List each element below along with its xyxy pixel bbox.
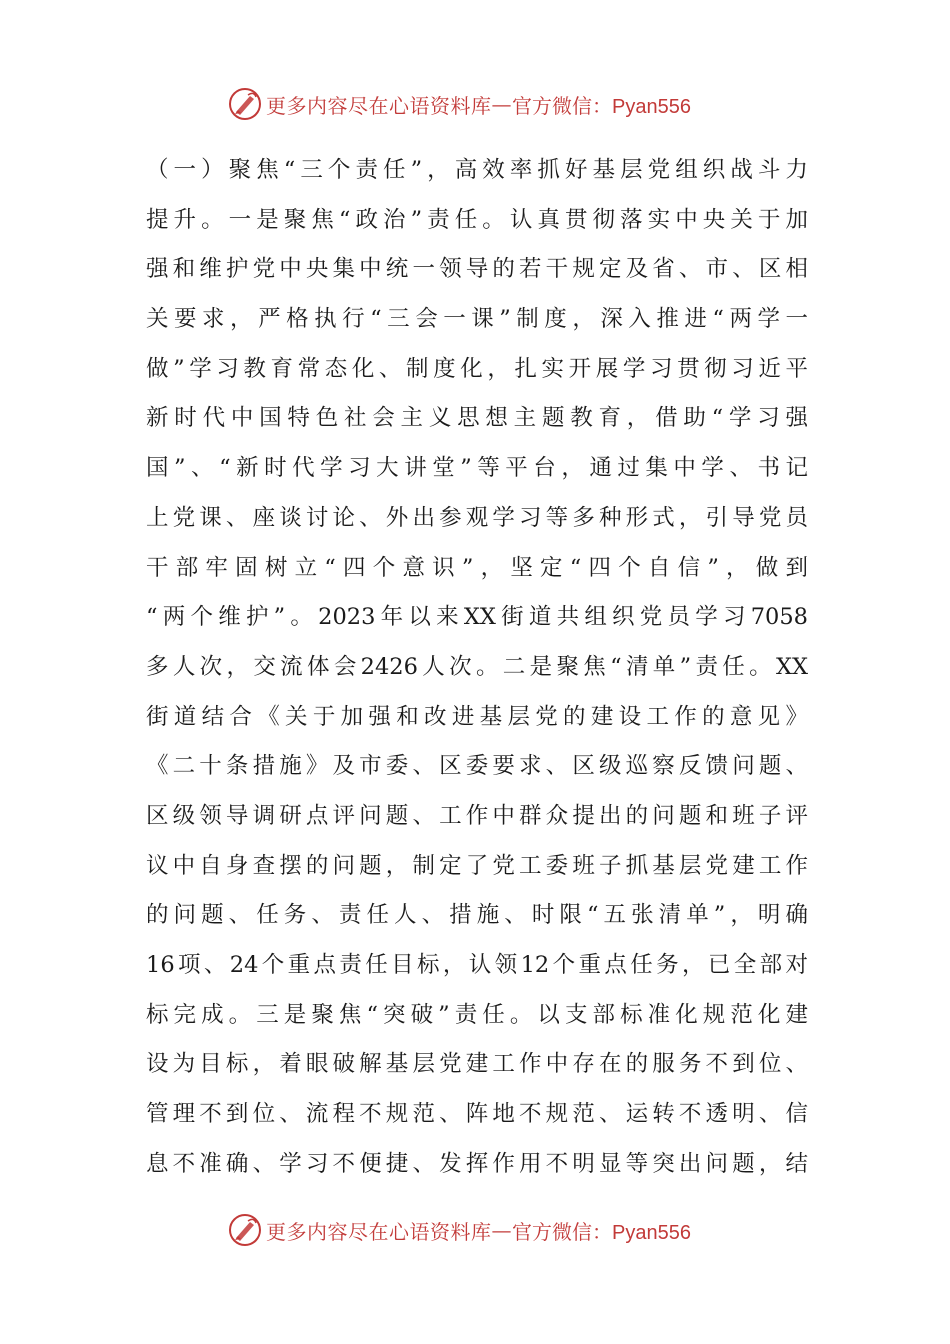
banner-separator: — <box>491 92 512 116</box>
body-line: 强和维护党中央集中统一领导的若干规定及省、市、区相 <box>146 256 808 283</box>
body-line: 标完成。三是聚焦“突破”责任。以支部标准化规范化建 <box>146 1001 808 1028</box>
header-banner <box>228 84 748 124</box>
body-line: 16项、24个重点责任目标，认领12个重点任务，已全部对 <box>146 952 808 978</box>
body-line: 干部牢固树立“四个意识”，坚定“四个自信”，做到 <box>146 554 808 581</box>
body-line: 关要求，严格执行“三会一课”制度，深入推进“两学一 <box>146 306 808 333</box>
body-line: （一）聚焦“三个责任”，高效率抓好基层党组织战斗力 <box>146 157 808 183</box>
body-line: 上党课、座谈讨论、外出参观学习等多种形式，引导党员 <box>146 504 808 531</box>
body-line: 国”、“新时代学习大讲堂”等平台，通过集中学、书记 <box>146 455 808 482</box>
body-line: 议中自身查摆的问题，制定了党工委班子抓基层党建工作 <box>146 852 808 879</box>
body-line: 《二十条措施》及市委、区委要求、区级巡察反馈问题、 <box>146 753 808 780</box>
body-line: 管理不到位、流程不规范、阵地不规范、运转不透明、信 <box>146 1101 808 1128</box>
banner-title: 更多内容尽在心语资料库 <box>266 1219 492 1244</box>
banner-wechat: 官方微信：Pyan556 <box>512 1221 691 1244</box>
body-line: 设为目标，着眼破解基层党建工作中存在的服务不到位、 <box>146 1051 808 1078</box>
footer-banner <box>228 1210 748 1250</box>
pen-logo-icon <box>228 87 262 121</box>
banner-title: 更多内容尽在心语资料库 <box>266 93 492 118</box>
body-line: 息不准确、学习不便捷、发挥作用不明显等突出问题，结 <box>146 1150 808 1177</box>
body-line: 区级领导调研点评问题、工作中群众提出的问题和班子评 <box>146 802 808 829</box>
body-line: “两个维护”。2023年以来XX街道共组织党员学习7058 <box>146 604 808 631</box>
body-line: 提升。一是聚焦“政治”责任。认真贯彻落实中央关于加 <box>146 206 808 233</box>
body-line: 做”学习教育常态化、制度化，扎实开展学习贯彻习近平 <box>146 355 808 382</box>
document-body <box>146 146 808 1189</box>
body-line: 多人次，交流体会2426人次。二是聚焦“清单”责任。XX <box>146 653 808 680</box>
body-line: 街道结合《关于加强和改进基层党的建设工作的意见》 <box>146 703 808 730</box>
body-line: 新时代中国特色社会主义思想主题教育，借助“学习强 <box>146 405 808 432</box>
banner-wechat: 官方微信：Pyan556 <box>512 95 691 118</box>
banner-separator: — <box>491 1218 512 1242</box>
pen-logo-icon <box>228 1213 262 1247</box>
body-line: 的问题、任务、责任人、措施、时限“五张清单”，明确 <box>146 902 808 929</box>
